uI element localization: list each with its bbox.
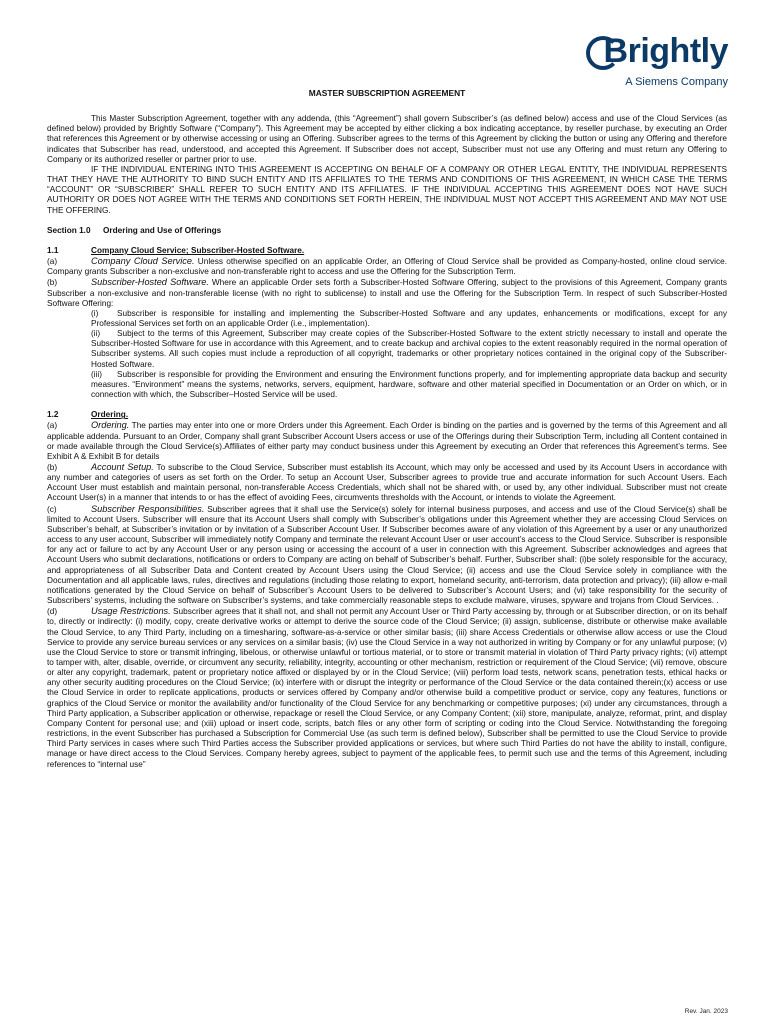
- subsection-title: Ordering.: [91, 410, 129, 420]
- section-title: Ordering and Use of Offerings: [103, 225, 222, 235]
- clause-1-2-b: (b) Account Setup. To subscribe to the Cloud Service, Subscriber must establish its Account, which may only be accessed and used by its Account Users in accordance with any number and categories of users as set forth on the Order. To setup an Account User, Subscriber agrees to provide true and accurate information for such Account Users. Each Account User must establish and maintain personal, non-transferable Access Credentials, which shall not be shared with, or used by, any other individual. Subscriber must not create Account User(s) in a manner that intends to or has the effect of avoiding Fees, circumvents thresholds with the Account, or intends to violate the Agreement.: [47, 462, 727, 503]
- subsection-heading-1-1: [47, 246, 727, 256]
- logo-wordmark: Brightly: [603, 32, 728, 70]
- authority-paragraph: IF THE INDIVIDUAL ENTERING INTO THIS AGREEMENT IS ACCEPTING ON BEHALF OF A COMPANY OR OTHER LEGAL ENTITY, THE INDIVIDUAL REPRESENTS THAT THEY HAVE THE AUTHORITY TO BIND SUCH ENTITY AND ITS AFFILIATES TO THE TERMS AND CONDITIONS OF THIS AGREEMENT, IN WHICH CASE THE TERMS “ACCOUNT” OR “SUBSCRIBER” SHALL REFER TO SUCH ENTITY AND ITS AFFILIATES. IF THE INDIVIDUAL ACCEPTING THIS AGREEMENT DOES NOT HAVE SUCH AUTHORITY OR DOES NOT AGREE WITH THE TERMS AND CONDITIONS SET FORTH HEREIN, THE INDIVIDUAL MUST NOT ACCEPT THIS AGREEMENT AND MAY NOT USE THE OFFERING.: [47, 164, 727, 215]
- clause-1-2-a: (a) Ordering. The parties may enter into one or more Orders under this Agreement. Each Order is binding on the parties and is governed by the terms of this Agreement and all applicable addenda. Pursuant to an Order, Company shall grant Subscriber Account Users access or use of the Offerings during their Subscription Term, including all Content contained in or made available through the Cloud Service(s).Affiliates of either party may conduct business under this Agreement by executing an Order that references this Agreement’s terms. See Exhibit A & Exhibit B for details: [47, 420, 727, 461]
- list-item: (ii) Subject to the terms of this Agreement, Subscriber may create copies of the Subscriber-Hosted Software to the extent strictly necessary to install and operate the Subscriber-Hosted Software for use in accordance with this Agreement, and to create backup and archival copies to the extent reasonably required in the normal operation of Subscriber systems. All such copies must include a reproduction of all copyright, trademarks or other proprietary notices contained in the original copy of the Subscriber-Hosted Software.: [91, 329, 727, 369]
- revision-footer: Rev. Jan. 2023: [684, 1008, 728, 1015]
- clause-1-2-c: (c) Subscriber Responsibilities. Subscriber agrees that it shall use the Service(s) solely for internal business purposes, and access and use of the Cloud Service(s) shall be limited to Account Users. Subscriber will ensure that its Account Users shall comply with Subscriber’s obligations under this Agreement whether they are accessing Cloud Services on Subscriber’s behalf, at Subscriber’s invitation or by invitation of a Subscriber Account User. If Subscriber becomes aware of any violation of this Agreement by a user or any unauthorized access to any user account, Subscriber will immediately notify Company and terminate the relevant Account User or user account’s access to the Cloud Service. Subscriber is responsible for any act or failure to act by any Account User or any person using or accessing the account of a user in connection with this Agreement. Subscriber acknowledges and agrees that Account Users who submit declarations, notifications or orders to Company are acting on behalf of Subscriber’s behalf. Further, Subscriber shall: (i)be solely responsible for the accuracy, and appropriateness of all Subscriber Data and Content created by Account Users using the Cloud Service; (ii) access and use the Cloud Service solely in compliance with the Documentation and all applicable laws, rules, directives and regulations (including those relating to export, homeland security, anti-terrorism, data protection and privacy); (iii) allow e-mail notifications generated by the Cloud Service on behalf of Subscriber’s Account Users to be delivered to Subscriber’s Account Users; and (vi) take responsibility for the security of Subscribers’ systems, including the software on Subscriber’s systems, and take commercially reasonable steps to exclude malware, viruses, spyware and trojans from Cloud Services. .: [47, 503, 727, 606]
- subsection-heading-1-2: [47, 410, 727, 420]
- document-body: [47, 88, 727, 770]
- section-heading: [47, 226, 727, 236]
- subsection-number: 1.2: [47, 410, 59, 420]
- clause-1-1-b-list: [91, 309, 727, 400]
- subsection-title: Company Cloud Service; Subscriber-Hosted Software.: [91, 245, 305, 255]
- brightly-logo: [584, 30, 734, 92]
- list-item: (iii) Subscriber is responsible for providing the Environment and ensuring the Environment functions properly, and for implementing appropriate data backup and security measures. “Environment” means the systems, networks, servers, equipment, hardware, software and other material specified in Documentation or an Order on which, or in connection with which, the Subscriber–Hosted Service will be used.: [91, 369, 727, 400]
- logo-tagline: A Siemens Company: [625, 76, 728, 88]
- section-number: Section 1.0: [47, 225, 91, 235]
- clause-1-1-b: (b) Subscriber-Hosted Software. Where an applicable Order sets forth a Subscriber-Hosted Software Offering, subject to the provisions of this Agreement, Company grants Subscriber a non-exclusive and non-transferable license (with no right to sublicense) to install and use the Offering for the Subscription Term. In respect of such Subscriber-Hosted Software Offering:: [47, 277, 728, 308]
- list-item: (i) Subscriber is responsible for installing and implementing the Subscriber-Hosted Software and any updates, enhancements or modifications, except for any Professional Services set forth on an applicable Order (i.e., implementation).: [91, 308, 727, 328]
- intro-paragraph: This Master Subscription Agreement, together with any addenda, (this “Agreement”) shall govern Subscriber’s (as defined below) access and use of the Cloud Services (as defined below) provided by Brightly Software (“Company”). This Agreement may be accepted by either clicking a box indicating acceptance, by reseller purchase, by executing an Order that references this Agreement or by otherwise accessing or using an Offering. Subscriber agrees to the terms of this Agreement by clicking the button or using any Offering and therefore indicates that Subscriber has read, understood, and accepted this Agreement. If Subscriber does not accept, Subscriber must not use any Offering and must return any Offering to Company or its authorized reseller or partner prior to use.: [47, 114, 727, 164]
- document-title: MASTER SUBSCRIPTION AGREEMENT: [308, 88, 466, 98]
- clause-1-1-a: (a) Company Cloud Service. Unless otherwise specified on an applicable Order, an Offering of Cloud Service shall be provided as Company-hosted, online cloud service. Company grants Subscriber a non-exclusive and non-transferable right to access and use the Offering for the Subscription Term.: [47, 256, 728, 277]
- subsection-number: 1.1: [47, 245, 59, 255]
- clause-1-2-d: (d) Usage Restrictions. Subscriber agrees that it shall not, and shall not permit any Account User or Third Party accessing by, through or at Subscriber direction, or on its behalf to, directly or indirectly: (i) modify, copy, create derivative works or attempt to derive the source code of the Cloud Service; (ii) assign, sublicense, distribute or otherwise make available the Cloud Service, to any Third Party, including on a timesharing, software-as-a-service or other similar basis; (iii) share Access Credentials or otherwise allow access or use the Cloud Service to provide any service bureau services or any services on a similar basis; (iv) use the Cloud Service in a way not authorized in writing by Company or for any unlawful purpose; (v) use the Cloud Service to store or transmit infringing, libelous, or otherwise unlawful or tortious material, or to store or transmit material in violation of Third Party privacy rights; (vi) attempt to tamper with, alter, disable, override, or circumvent any security, reliability, integrity, accounting or other mechanism, restriction or requirement of the Cloud Service; (vii) remove, obscure or alter any copyright, trademark, patent or proprietary notice affixed or displayed by or in the Cloud Service; (viii) perform load tests, network scans, penetration tests, ethical hacks or any other security auditing procedures on the Cloud Service; (ix) interfere with or disrupt the integrity or performance of the Cloud Service or the data contained therein;(x) access or use the Cloud Service in order to replicate applications, products or services offered by Company and/or otherwise build a competitive product or service, copy any features, functions or graphics of the Cloud Service or monitor the availability and/or functionality of the Cloud Service for any benchmarking or competitive purposes; (xi) under any circumstances, through a Third Party application, a Subscriber application or otherwise, repackage or resell the Cloud Service, or any Company Content; (xii) store, manipulate, analyze, reformat, print, and display Company Content for personal use; and (xiii) upload or insert code, scripts, batch files or any other form of scripting or coding into the Cloud Service. Notwithstanding the foregoing restrictions, in the event Subscriber has purchased a Subscription for Commercial Use (as such term is defined below), Subscriber shall be permitted to use the Cloud Service to provide Third Party services in cases where such Third Parties access the Subscriber provided applications or services, but where such Third Parties do not have the ability to install, configure, manage or have direct access to the Cloud Services. Company hereby agrees, subject to payment of the applicable fees, to permit such use and the terms of this Agreement, including references to “internal use”: [47, 606, 728, 769]
